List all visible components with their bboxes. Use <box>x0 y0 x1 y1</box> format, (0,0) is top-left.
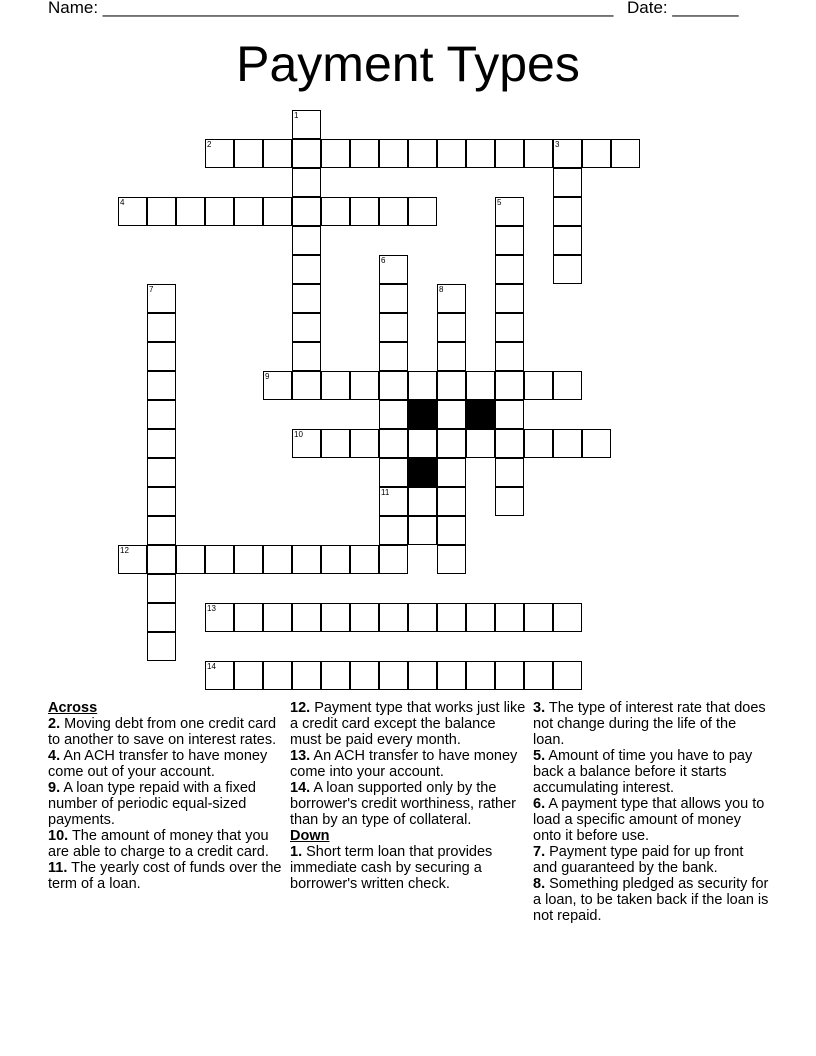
clue-number-label: 14 <box>207 662 216 671</box>
grid-cell[interactable] <box>205 603 234 632</box>
grid-cell[interactable] <box>408 139 437 168</box>
grid-cell[interactable] <box>350 371 379 400</box>
grid-cell[interactable] <box>582 139 611 168</box>
grid-cell[interactable] <box>205 661 234 690</box>
grid-cell[interactable] <box>495 429 524 458</box>
grid-cell[interactable] <box>495 197 524 226</box>
grid-cell[interactable] <box>379 516 408 545</box>
grid-cell[interactable] <box>408 603 437 632</box>
down-heading: Down <box>290 828 330 844</box>
date-field-line: Date: _______ <box>627 0 739 17</box>
grid-cell[interactable] <box>118 545 147 574</box>
grid-cell[interactable] <box>437 139 466 168</box>
grid-cell[interactable] <box>408 371 437 400</box>
grid-cell[interactable] <box>437 313 466 342</box>
grid-cell[interactable] <box>292 168 321 197</box>
grid-cell[interactable] <box>466 371 495 400</box>
grid-cell[interactable] <box>147 197 176 226</box>
grid-cell[interactable] <box>379 371 408 400</box>
grid-cell[interactable] <box>379 313 408 342</box>
grid-cell[interactable] <box>553 168 582 197</box>
clue-number-label: 5 <box>497 198 502 207</box>
grid-cell[interactable] <box>524 661 553 690</box>
grid-cell[interactable] <box>205 197 234 226</box>
grid-cell[interactable] <box>147 516 176 545</box>
grid-cell[interactable] <box>466 603 495 632</box>
clue-number-label: 1 <box>294 111 299 120</box>
grid-cell[interactable] <box>147 603 176 632</box>
grid-cell[interactable] <box>234 545 263 574</box>
grid-cell[interactable] <box>263 545 292 574</box>
grid-cell[interactable] <box>553 429 582 458</box>
grid-cell[interactable] <box>495 371 524 400</box>
clue-across-2: 2. Moving debt from one credit card to another to save on interest rates. <box>48 716 277 748</box>
grid-cell[interactable] <box>379 197 408 226</box>
grid-cell[interactable] <box>495 139 524 168</box>
block-cell <box>408 458 437 487</box>
clue-number-label: 9 <box>265 372 270 381</box>
grid-cell[interactable] <box>350 545 379 574</box>
grid-cell[interactable] <box>466 429 495 458</box>
grid-cell[interactable] <box>379 139 408 168</box>
grid-cell[interactable] <box>437 284 466 313</box>
grid-cell[interactable] <box>263 661 292 690</box>
grid-cell[interactable] <box>524 139 553 168</box>
grid-cell[interactable] <box>495 255 524 284</box>
clue-number-label: 10 <box>294 430 303 439</box>
grid-cell[interactable] <box>611 139 640 168</box>
grid-cell[interactable] <box>263 371 292 400</box>
grid-cell[interactable] <box>263 603 292 632</box>
grid-cell[interactable] <box>147 545 176 574</box>
grid-cell[interactable] <box>437 371 466 400</box>
clue-down-1: 1. Short term loan that provides immediate cash by securing a borrower's written check. <box>290 844 493 892</box>
grid-cell[interactable] <box>466 661 495 690</box>
grid-cell[interactable] <box>234 139 263 168</box>
page-title: Payment Types <box>236 36 580 92</box>
grid-cell[interactable] <box>147 458 176 487</box>
grid-cell[interactable] <box>379 429 408 458</box>
grid-cell[interactable] <box>379 458 408 487</box>
grid-cell[interactable] <box>321 429 350 458</box>
grid-cell[interactable] <box>553 255 582 284</box>
grid-cell[interactable] <box>147 284 176 313</box>
grid-cell[interactable] <box>437 545 466 574</box>
grid-cell[interactable] <box>234 197 263 226</box>
grid-cell[interactable] <box>379 400 408 429</box>
grid-cell[interactable] <box>350 139 379 168</box>
name-field-line: Name: ______________________________________________________ <box>48 0 614 17</box>
grid-cell[interactable] <box>205 139 234 168</box>
grid-cell[interactable] <box>495 284 524 313</box>
grid-cell[interactable] <box>495 400 524 429</box>
grid-cell[interactable] <box>379 284 408 313</box>
clue-column-2 <box>290 700 528 892</box>
grid-cell[interactable] <box>321 603 350 632</box>
grid-cell[interactable] <box>147 371 176 400</box>
clue-number-label: 12 <box>120 546 129 555</box>
grid-cell[interactable] <box>321 661 350 690</box>
grid-cell[interactable] <box>292 139 321 168</box>
grid-cell[interactable] <box>437 661 466 690</box>
grid-cell[interactable] <box>205 545 234 574</box>
clue-number-label: 13 <box>207 604 216 613</box>
grid-cell[interactable] <box>437 458 466 487</box>
clue-column-3 <box>533 700 771 924</box>
clue-number-label: 7 <box>149 285 154 294</box>
clue-number-label: 3 <box>555 140 560 149</box>
clue-across-12: 12. Payment type that works just like a credit card except the balance must be paid every month. <box>290 700 526 748</box>
grid-cell[interactable] <box>524 429 553 458</box>
grid-cell[interactable] <box>524 603 553 632</box>
grid-cell[interactable] <box>147 487 176 516</box>
grid-cell[interactable] <box>176 545 205 574</box>
grid-cell[interactable] <box>292 429 321 458</box>
grid-cell[interactable] <box>495 487 524 516</box>
clue-number-label: 11 <box>381 488 390 497</box>
grid-cell[interactable] <box>437 487 466 516</box>
grid-cell[interactable] <box>147 429 176 458</box>
grid-cell[interactable] <box>524 371 553 400</box>
grid-cell[interactable] <box>350 603 379 632</box>
clue-across-13: 13. An ACH transfer to have money come into your account. <box>290 748 518 780</box>
grid-cell[interactable] <box>408 661 437 690</box>
clue-across-10: 10. The amount of money that you are able to charge to a credit card. <box>48 828 269 860</box>
grid-cell[interactable] <box>379 545 408 574</box>
grid-cell[interactable] <box>408 516 437 545</box>
grid-cell[interactable] <box>495 226 524 255</box>
grid-cell[interactable] <box>292 284 321 313</box>
grid-cell[interactable] <box>321 545 350 574</box>
clue-across-9: 9. A loan type repaid with a fixed number of periodic equal-sized payments. <box>48 780 256 828</box>
grid-cell[interactable] <box>495 458 524 487</box>
grid-cell[interactable] <box>495 342 524 371</box>
grid-cell[interactable] <box>263 139 292 168</box>
grid-cell[interactable] <box>263 197 292 226</box>
grid-cell[interactable] <box>379 342 408 371</box>
grid-cell[interactable] <box>379 255 408 284</box>
clue-across-11: 11. The yearly cost of funds over the term of a loan. <box>48 860 282 892</box>
clue-down-3: 3. The type of interest rate that does not change during the life of the loan. <box>533 700 766 748</box>
grid-cell[interactable] <box>553 661 582 690</box>
grid-cell[interactable] <box>437 516 466 545</box>
grid-cell[interactable] <box>292 197 321 226</box>
clue-number-label: 8 <box>439 285 444 294</box>
grid-cell[interactable] <box>147 400 176 429</box>
grid-cell[interactable] <box>147 574 176 603</box>
grid-cell[interactable] <box>379 661 408 690</box>
grid-cell[interactable] <box>553 139 582 168</box>
clue-column-1 <box>48 700 286 892</box>
grid-cell[interactable] <box>292 661 321 690</box>
grid-cell[interactable] <box>292 371 321 400</box>
block-cell <box>408 400 437 429</box>
grid-cell[interactable] <box>495 661 524 690</box>
grid-cell[interactable] <box>379 603 408 632</box>
clue-down-5: 5. Amount of time you have to pay back a balance before it starts accumulating interest. <box>533 748 753 796</box>
grid-cell[interactable] <box>437 342 466 371</box>
grid-cell[interactable] <box>234 603 263 632</box>
across-heading: Across <box>48 700 98 716</box>
clue-across-4: 4. An ACH transfer to have money come out of your account. <box>48 748 268 780</box>
grid-cell[interactable] <box>118 197 147 226</box>
grid-cell[interactable] <box>553 197 582 226</box>
grid-cell[interactable] <box>437 603 466 632</box>
grid-cell[interactable] <box>292 545 321 574</box>
clue-number-label: 4 <box>120 198 125 207</box>
grid-cell[interactable] <box>147 632 176 661</box>
grid-cell[interactable] <box>466 139 495 168</box>
grid-cell[interactable] <box>292 313 321 342</box>
grid-cell[interactable] <box>408 487 437 516</box>
grid-cell[interactable] <box>553 371 582 400</box>
grid-cell[interactable] <box>350 429 379 458</box>
grid-cell[interactable] <box>437 429 466 458</box>
clue-down-7: 7. Payment type paid for up front and guaranteed by the bank. <box>533 844 744 876</box>
grid-cell[interactable] <box>234 661 263 690</box>
grid-cell[interactable] <box>350 197 379 226</box>
grid-cell[interactable] <box>379 487 408 516</box>
clue-number-label: 6 <box>381 256 386 265</box>
grid-cell[interactable] <box>495 603 524 632</box>
grid-cell[interactable] <box>582 429 611 458</box>
clue-across-14: 14. A loan supported only by the borrower's credit worthiness, rather than by an type of collateral. <box>290 780 516 828</box>
grid-cell[interactable] <box>147 313 176 342</box>
grid-cell[interactable] <box>292 226 321 255</box>
grid-cell[interactable] <box>408 197 437 226</box>
grid-cell[interactable] <box>292 603 321 632</box>
grid-cell[interactable] <box>350 661 379 690</box>
grid-cell[interactable] <box>495 313 524 342</box>
grid-cell[interactable] <box>553 603 582 632</box>
grid-cell[interactable] <box>408 429 437 458</box>
block-cell <box>466 400 495 429</box>
clue-down-8: 8. Something pledged as security for a loan, to be taken back if the loan is not repaid. <box>533 876 769 924</box>
grid-cell[interactable] <box>553 226 582 255</box>
grid-cell[interactable] <box>321 197 350 226</box>
grid-cell[interactable] <box>292 342 321 371</box>
grid-cell[interactable] <box>147 342 176 371</box>
grid-cell[interactable] <box>292 255 321 284</box>
grid-cell[interactable] <box>321 139 350 168</box>
grid-cell[interactable] <box>176 197 205 226</box>
clue-number-label: 2 <box>207 140 212 149</box>
grid-cell[interactable] <box>292 110 321 139</box>
clue-down-6: 6. A payment type that allows you to load a specific amount of money onto it before use. <box>533 796 765 844</box>
grid-cell[interactable] <box>437 400 466 429</box>
grid-cell[interactable] <box>321 371 350 400</box>
